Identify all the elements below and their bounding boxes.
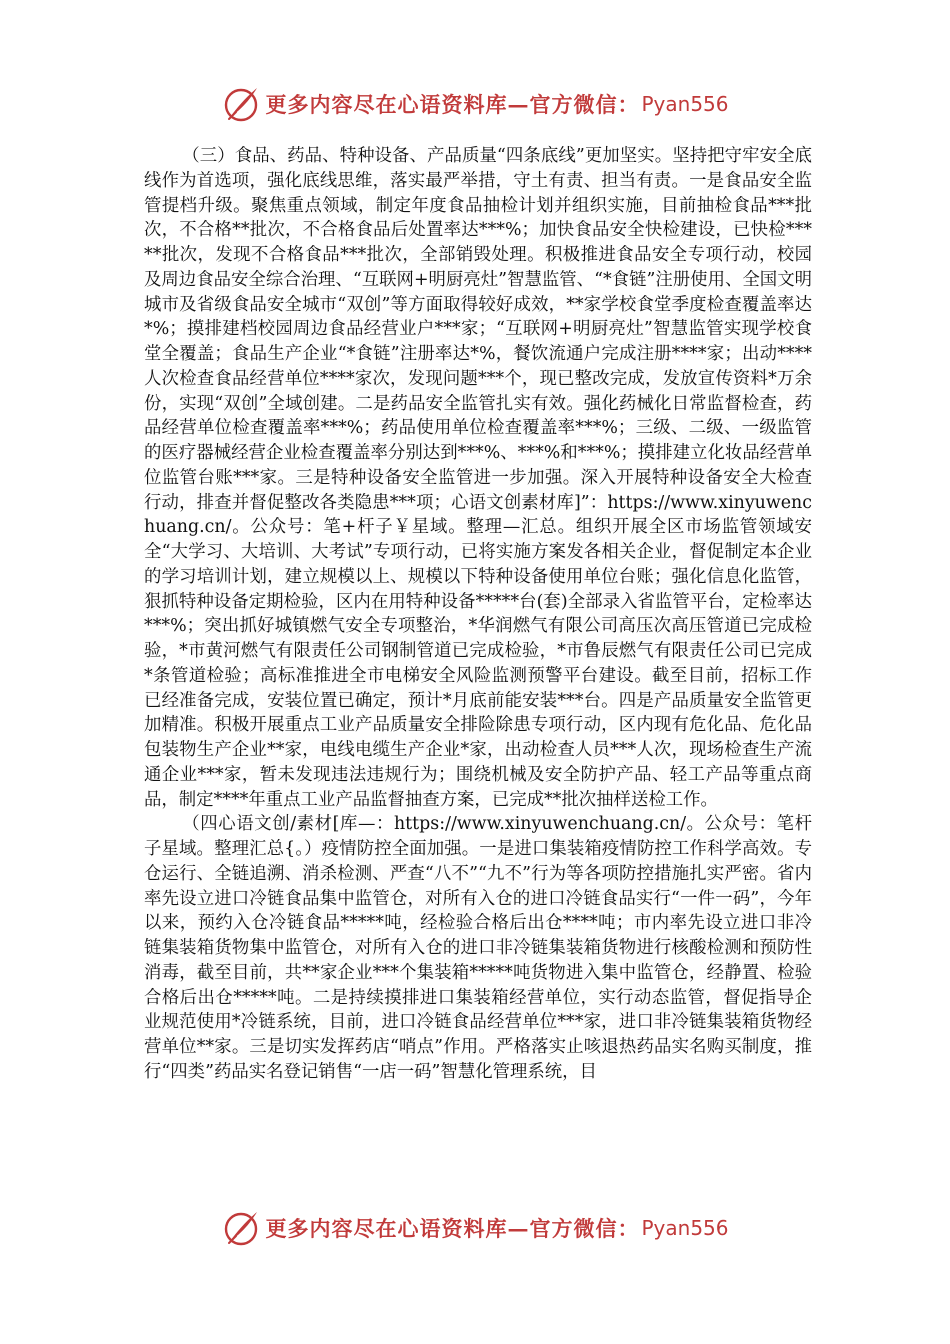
document-body: [144, 144, 812, 1085]
quill-pen-logo-icon: [221, 84, 261, 124]
banner-wechat-id: Pyan556: [641, 92, 729, 116]
footer-banner: [0, 1206, 950, 1250]
banner-text: 更多内容尽在心语资料库—官方微信：: [265, 92, 640, 117]
header-banner: [0, 82, 950, 126]
quill-pen-logo-icon: [221, 1208, 261, 1248]
banner-text: 更多内容尽在心语资料库—官方微信：: [265, 1216, 640, 1241]
banner-wechat-id: Pyan556: [641, 1216, 729, 1240]
paragraph-epidemic-control: （四心语文创/素材[库—：https://www.xinyuwenchuang.cn/。公众号：笔杆子星域。整理汇总{。）疫情防控全面加强。一是进口集装箱疫情防控工作科学高效。专仓运行、全链追溯、消杀检测、严查“八不”“九不”行为等各项防控措施扎实严密。省内率先设立进口冷链食品集中监管仓，对所有入仓的进口冷链食品实行“一件一码”，今年以来，预约入仓冷链食品*****吨，经检验合格后出仓****吨；市内率先设立进口非冷链集装箱货物集中监管仓，对所有入仓的进口非冷链集装箱货物进行核酸检测和预防性消毒，截至目前，共**家企业***个集装箱*****吨货物进入集中监管仓，经静置、检验合格后出仓*****吨。二是持续摸排进口集装箱经营单位，实行动态监管，督促指导企业规范使用*冷链系统，目前，进口冷链食品经营单位***家，进口非冷链集装箱货物经营单位**家。三是切实发挥药店“哨点”作用。严格落实止咳退热药品实名购买制度，推行“四类”药品实名登记销售“一店一码”智慧化管理系统，目: [144, 814, 812, 1082]
paragraph-food-drug-safety: （三）食品、药品、特种设备、产品质量“四条底线”更加坚实。坚持把守牢安全底线作为首选项，强化底线思维，落实最严举措，守土有责、担当有责。一是食品安全监管提档升级。聚焦重点领域，制定年度食品抽检计划并组织实施，目前抽检食品***批次，不合格**批次，不合格食品后处置率达***%；加快食品安全快检建设，已快检*****批次，发现不合格食品***批次，全部销毁处理。积极推进食品安全专项行动，校园及周边食品安全综合治理、“互联网+明厨亮灶”智慧监管、“*食链”注册使用、全国文明城市及省级食品安全城市“双创”等方面取得较好成效，**家学校食堂季度检查覆盖率达*%；摸排建档校园周边食品经营业户***家；“互联网+明厨亮灶”智慧监管实现学校食堂全覆盖；食品生产企业“*食链”注册率达*%，餐饮流通户完成注册****家；出动****人次检查食品经营单位****家次，发现问题***个，现已整改完成，发放宣传资料*万余份，实现“双创”全域创建。二是药品安全监管扎实有效。强化药械化日常监督检查，药品经营单位检查覆盖率***%；药品使用单位检查覆盖率***%；三级、二级、一级监管的医疗器械经营企业检查覆盖率分别达到***%、***%和***%；摸排建立化妆品经营单位监管台账***家。三是特种设备安全监管进一步加强。深入开展特种设备安全大检查行动，排查并督促整改各类隐患***项；心语文创素材库]”：https://www.xinyuwenchuang.cn/。公众号：笔+杆子￥星域。整理—汇总。组织开展全区市场监管领域安全“大学习、大培训、大考试”专项行动，已将实施方案发各相关企业，督促制定本企业的学习培训计划，建立规模以上、规模以下特种设备使用单位台账；强化信息化监管，狠抓特种设备定期检验，区内在用特种设备*****台(套)全部录入省监管平台，定检率达***%；突出抓好城镇燃气安全专项整治，*华润燃气有限公司高压次高压管道已完成检验，*市黄河燃气有限责任公司钢制管道已完成检验，*市鲁辰燃气有限责任公司已完成*条管道检验；高标准推进全市电梯安全风险监测预警平台建设。截至目前，招标工作已经准备完成，安装位置已确定，预计*月底前能安装***台。四是产品质量安全监管更加精准。积极开展重点工业产品质量安全排险除患专项行动，区内现有危化品、危化品包装物生产企业**家，电线电缆生产企业*家，出动检查人员***人次，现场检查生产流通企业***家，暂未发现违法违规行为；围绕机械及安全防护产品、轻工产品等重点商品，制定****年重点工业产品监督抽查方案，已完成**批次抽样送检工作。: [144, 146, 812, 810]
